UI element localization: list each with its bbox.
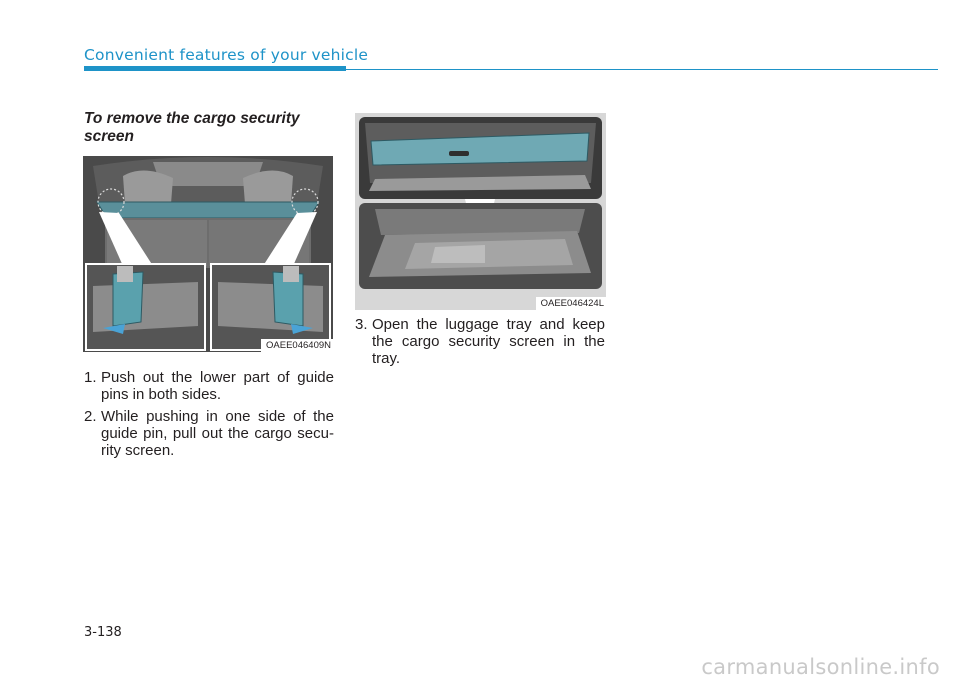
section-rule-thin [346,69,938,71]
watermark: carmanualsonline.info [701,655,940,679]
figure-cargo-guide-pins [83,156,333,352]
figure-code: OAEE046409N [261,339,333,352]
step-item [84,369,334,403]
step-text: While pushing in one side of the guide pin, pull out the cargo secu-rity screen. [101,408,334,459]
figure-code: OAEE046424L [536,297,606,310]
step-item [84,408,334,459]
step-item [355,316,605,367]
step-number: 3. [355,316,368,333]
instruction-list-left [84,369,334,464]
page-number: 3-138 [84,625,122,640]
subheading: To remove the cargo security screen [84,110,300,145]
section-rule-thick [84,66,346,71]
luggage-tray-illustration [355,113,606,310]
cargo-guide-pins-illustration [83,156,333,352]
step-number: 2. [84,408,97,425]
section-title: Convenient features of your vehicle [84,46,369,64]
figure-luggage-tray [355,113,606,310]
step-text: Open the luggage tray and keep the cargo security screen in the tray. [372,316,605,367]
step-text: Push out the lower part of guide pins in both sides. [101,369,334,403]
instruction-list-right [355,316,605,372]
step-number: 1. [84,369,97,386]
